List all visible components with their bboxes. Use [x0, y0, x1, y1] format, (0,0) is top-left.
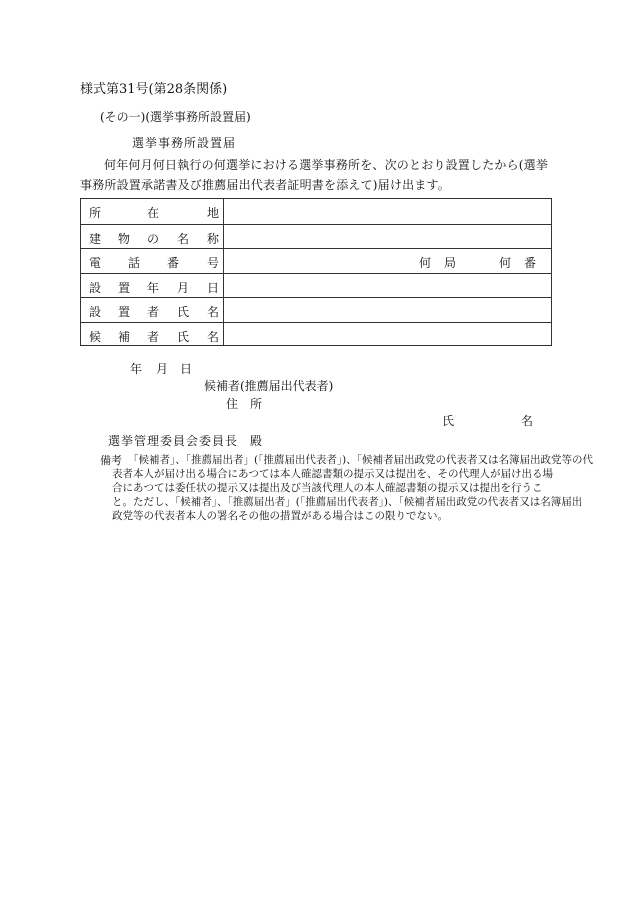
addressee-label: 選挙管理委員会委員長: [108, 434, 239, 448]
intro-line-2: 事務所設置承諾書及び推薦届出代表者証明書を添えて)届け出ます。: [80, 178, 450, 192]
table-row: [81, 199, 551, 224]
remarks-line-5: 政党等の代表者本人の署名その他の措置がある場合はこの限りでない。: [112, 510, 448, 522]
row-label-building-name: 建 物 の 名 称: [89, 231, 220, 246]
remarks-line-3: 合にあつては委任状の提示又は提出及び当該代理人の本人確認書類の提示又は提出を行うこ: [112, 482, 543, 494]
table-row: [81, 248, 551, 273]
remarks-label: 備考: [100, 454, 122, 467]
applicant-label: 候補者(推薦届出代表者): [204, 379, 334, 393]
date-month-label: 月: [156, 362, 169, 376]
name-label-2: 名: [521, 414, 534, 428]
honorific-label: 殿: [250, 434, 263, 448]
phone-number-unit: 番: [524, 256, 537, 270]
row-label-candidate-name: 候 補 者 氏 名: [89, 329, 220, 344]
row-label-installer-name: 設 置 者 氏 名: [89, 305, 220, 319]
intro-line-1: 何年何月何日執行の何選挙における選挙事務所を、次のとおり設置したから(選挙: [104, 158, 549, 172]
document-title: 選挙事務所設置届: [132, 136, 237, 150]
table-row: [81, 297, 551, 322]
remarks-line-4: と。ただし、「候補者」、「推薦届出者」(「推薦届出代表者」)、「候補者届出政党の代表者又は名簿届出: [112, 496, 583, 508]
form-subtitle: (その一)(選挙事務所設置届): [100, 110, 251, 124]
date-day-label: 日: [180, 362, 193, 376]
phone-exchange-unit: 局: [444, 256, 457, 270]
phone-number-placeholder: 何: [499, 256, 512, 270]
remarks-line-1: 「候補者」、「推薦届出者」(「推薦届出代表者」)、「候補者届出政党の代表者又は名簿届出政党等の代: [128, 454, 593, 466]
phone-exchange-placeholder: 何: [419, 256, 432, 270]
name-label-1: 氏: [442, 414, 455, 428]
table-row: [81, 322, 551, 347]
remarks-line-2: 表者本人が届け出る場合にあつては本人確認書類の提示又は提出を、その代理人が届け出る場: [112, 468, 553, 480]
address-label-2: 所: [250, 397, 263, 411]
form-number: 様式第31号(第28条関係): [80, 82, 228, 97]
registration-table: [80, 198, 552, 346]
table-row: [81, 273, 551, 298]
row-label-location: 所 在 地: [89, 206, 220, 220]
row-label-setup-date: 設 置 年 月 日: [89, 280, 220, 295]
date-year-label: 年: [130, 362, 143, 376]
address-label-1: 住: [226, 397, 239, 411]
table-row: [81, 224, 551, 249]
row-label-phone-number: 電 話 番 号: [89, 256, 220, 270]
